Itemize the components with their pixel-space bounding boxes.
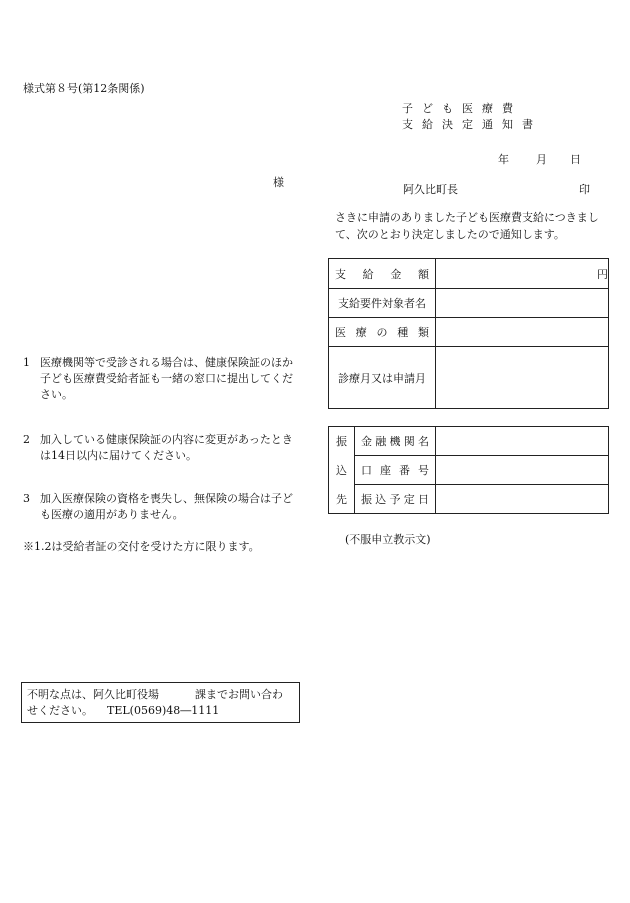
table-row bbox=[329, 259, 609, 289]
label-char: 医 bbox=[335, 326, 346, 339]
table-row bbox=[329, 318, 609, 347]
note-text: 加入医療保険の資格を喪失し、無保険の場合は子ども医療の適用がありません。 bbox=[40, 492, 293, 521]
label-char: 号 bbox=[418, 464, 429, 477]
note-item bbox=[23, 491, 303, 523]
value-account-number bbox=[436, 456, 609, 485]
label-char: 番 bbox=[399, 464, 410, 477]
table-row bbox=[329, 289, 609, 318]
label-char: 関 bbox=[403, 435, 415, 448]
note-number: 3 bbox=[23, 492, 30, 505]
table-row bbox=[329, 347, 609, 409]
side-label-2: 込 bbox=[329, 456, 355, 485]
label-char: 名 bbox=[418, 435, 429, 448]
value-medical-type bbox=[436, 318, 609, 347]
value-treatment-month bbox=[436, 347, 609, 409]
table-row bbox=[329, 456, 609, 485]
value-amount-unit: 円 bbox=[436, 259, 609, 289]
value-bank-name bbox=[436, 427, 609, 456]
label-char: 融 bbox=[375, 435, 387, 448]
label-char: 込 bbox=[375, 493, 387, 506]
bank-transfer-table bbox=[328, 426, 609, 514]
note-text: 加入している健康保険証の内容に変更があったときは14日以内に届けてください。 bbox=[40, 433, 293, 462]
side-label-1: 振 bbox=[329, 427, 355, 456]
date-month: 月 bbox=[536, 153, 547, 166]
note-number: 1 bbox=[23, 356, 30, 369]
contact-box bbox=[21, 682, 300, 723]
addressee-suffix: 様 bbox=[273, 176, 284, 189]
label-transfer-date bbox=[355, 491, 435, 507]
intro-text: さきに申請のありました子ども医療費支給につきまして、次のとおり決定しましたので通知します。 bbox=[335, 211, 599, 241]
label-char: 給 bbox=[362, 267, 374, 281]
contact-line1-b: 課までお問い合わ bbox=[195, 688, 283, 701]
date-year: 年 bbox=[498, 153, 509, 166]
contact-line2-a: せください。 bbox=[27, 704, 93, 717]
label-char: 定 bbox=[403, 493, 415, 506]
label-amount bbox=[329, 266, 435, 282]
label-char: 金 bbox=[390, 267, 402, 281]
label-char: 支 bbox=[335, 267, 346, 281]
label-char: 機 bbox=[389, 435, 401, 448]
date-day: 日 bbox=[570, 153, 581, 166]
note-number: 2 bbox=[23, 433, 30, 446]
label-recipient: 支給要件対象者名 bbox=[329, 289, 436, 318]
seal-mark: 印 bbox=[579, 183, 590, 196]
appeal-notice: (不服申立教示文) bbox=[345, 533, 431, 546]
title-line-1: 子ども医療費 bbox=[402, 102, 522, 115]
label-char: 座 bbox=[380, 464, 391, 477]
label-account-number bbox=[355, 462, 435, 478]
contact-phone: TEL(0569)48―1111 bbox=[107, 704, 220, 717]
label-char: 種 bbox=[397, 326, 409, 339]
label-medical-type bbox=[329, 324, 435, 340]
label-treatment-month: 診療月又は申請月 bbox=[329, 347, 436, 409]
label-bank-name bbox=[355, 433, 435, 449]
label-char: 日 bbox=[418, 493, 429, 506]
label-char: 予 bbox=[389, 493, 401, 506]
value-transfer-date bbox=[436, 485, 609, 514]
label-char: 振 bbox=[361, 493, 372, 506]
value-recipient bbox=[436, 289, 609, 318]
title-line-2: 支給決定通知書 bbox=[402, 118, 542, 131]
side-label-3: 先 bbox=[329, 485, 355, 514]
note-item bbox=[23, 355, 303, 403]
label-char: 口 bbox=[361, 464, 372, 477]
label-char: 療 bbox=[355, 326, 367, 339]
note-footer: ※1.2は受給者証の交付を受けた方に限ります。 bbox=[23, 540, 260, 553]
issuer: 阿久比町長 bbox=[403, 183, 458, 196]
label-char: の bbox=[376, 326, 388, 339]
table-row bbox=[329, 485, 609, 514]
table-row bbox=[329, 427, 609, 456]
note-item bbox=[23, 432, 303, 464]
payment-info-table bbox=[328, 258, 609, 409]
contact-line1-a: 不明な点は、阿久比町役場 bbox=[27, 688, 159, 701]
note-text: 医療機関等で受診される場合は、健康保険証のほか子ども医療費受給者証も一緒の窓口に提出してください。 bbox=[40, 356, 293, 401]
form-number: 様式第８号(第12条関係) bbox=[23, 82, 145, 95]
label-char: 金 bbox=[361, 435, 372, 448]
label-char: 類 bbox=[418, 326, 429, 339]
label-char: 額 bbox=[417, 267, 429, 281]
